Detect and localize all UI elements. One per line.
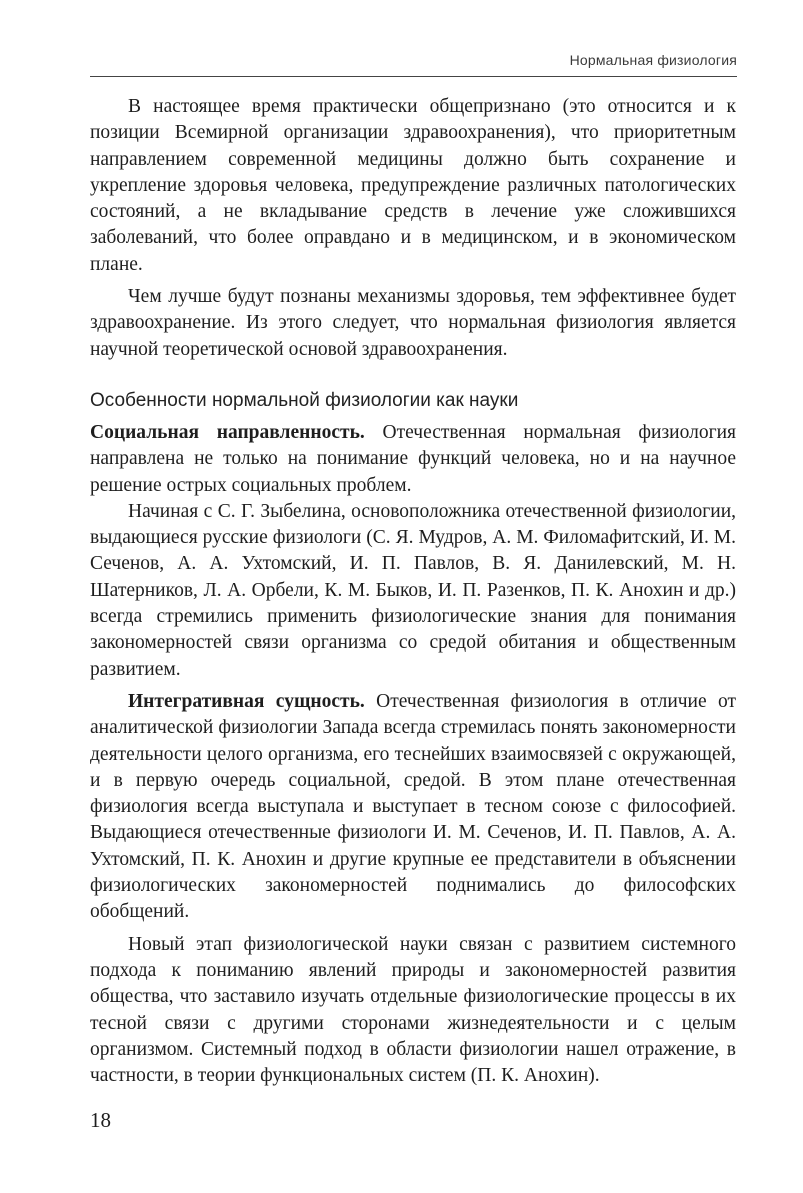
section-heading: Особенности нормальной физиологии как науки: [90, 389, 519, 411]
integrative-paragraph: [90, 689, 736, 926]
social-orientation-text: Отечественная нормальная физиология направлена не только на понимание функций человека, но и на научное решение острых социальных проблем.: [90, 421, 736, 496]
social-orientation-paragraph: [90, 420, 736, 499]
header-rule: [90, 76, 737, 77]
page-number: 18: [90, 1108, 111, 1132]
social-orientation-lead: Социальная направленность.: [90, 421, 365, 443]
intro-paragraph-2: Чем лучше будут познаны механизмы здоровья, тем эффективнее будет здравоохранение. Из этого следует, что нормальная физиология является научной теоретической основой здравоохранения.: [90, 286, 736, 360]
integrative-lead: Интегративная сущность.: [128, 690, 365, 712]
integrative-text: Отечественная физиология в отличие от аналитической физиологии Запада всегда стремилась понять закономерности деятельности целого организма, его теснейших взаимосвязей с окружающей, и в первую очередь социальной, средой. В этом плане отечественная физиология всегда выступала и выступает в тесном союзе с философией. Выдающиеся отечественные физиологи И. М. Сеченов, И. П. Павлов, А. А. Ухтомский, П. К. Анохин и другие крупные ее представители в объяснении физиологических закономерностей поднимались до философских обобщений.: [90, 690, 736, 923]
zybelin-paragraph: Начиная с С. Г. Зыбелина, основоположника отечественной физиологии, выдающиеся русские физиологи (С. Я. Мудров, А. М. Филомафитский, И. М. Сеченов, А. А. Ухтомский, И. П. Павлов, В. Я. Данилевский, М. Н. Шатерников, Л. А. Орбели, К. М. Быков, И. П. Разенков, П. К. Анохин и др.) всегда стремились применить физиологические знания для понимания закономерностей связи организма со средой обитания и общественным развитием.: [90, 500, 736, 680]
running-head: Нормальная физиология: [569, 52, 737, 68]
page-body: [90, 94, 736, 1089]
system-approach-paragraph: Новый этап физиологической науки связан с развитием системного подхода к пониманию явлений природы и закономерностей развития общества, что заставило изучать отдельные физиологические процессы в их тесной связи с другими сторонами жизнедеятельности и с целым организмом. Системный подход в области физиологии нашел отражение, в частности, в теории функциональных систем (П. К. Анохин).: [90, 933, 736, 1087]
intro-paragraph-1: В настоящее время практически общепризнано (это относится и к позиции Всемирной организации здравоохранения), что приоритетным направлением современной медицины должно быть сохранение и укрепление здоровья человека, предупреждение различных патологических состояний, а не вкладывание средств в лечение уже сложившихся заболеваний, что более оправдано и в медицинском, и в экономическом плане.: [90, 96, 736, 275]
